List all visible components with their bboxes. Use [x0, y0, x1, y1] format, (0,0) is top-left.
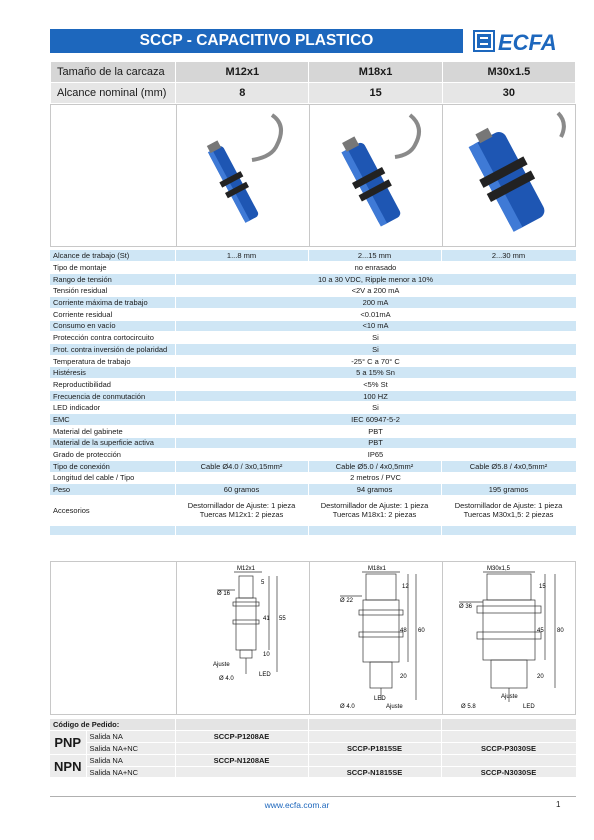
- spec-value: PBT: [175, 425, 576, 437]
- spec-name: Temperatura de trabajo: [50, 355, 175, 367]
- footer-url[interactable]: www.ecfa.com.ar: [264, 800, 330, 810]
- drawing-m18: [309, 562, 442, 714]
- spec-name: Peso: [50, 484, 175, 496]
- spec-row: [50, 449, 576, 461]
- size-label: Tamaño de la carcaza: [51, 62, 176, 83]
- dim-label: 45: [537, 628, 544, 634]
- order-code: SCCP-P1815SE: [308, 743, 441, 755]
- spec-name: Accesorios: [50, 495, 175, 525]
- spec-row: [50, 320, 576, 332]
- dim-label: 80: [557, 628, 564, 634]
- spec-name: Protección contra cortocircuito: [50, 332, 175, 344]
- spec-row: [50, 425, 576, 437]
- spec-row-empty: [50, 525, 576, 535]
- spec-name: EMC: [50, 414, 175, 426]
- npn-label: NPN: [50, 754, 86, 778]
- spec-value: 2...30 mm: [441, 250, 576, 262]
- output-label: Salida NA+NC: [86, 743, 175, 755]
- spec-value: PBT: [175, 437, 576, 449]
- spec-value: <5% St: [175, 379, 576, 391]
- dim-label: M18x1: [368, 566, 387, 572]
- svg-text:ECFA: ECFA: [498, 30, 557, 53]
- dim-label: 48: [400, 628, 407, 634]
- dim-label: Ø 22: [340, 598, 354, 604]
- order-row: [50, 766, 576, 778]
- output-label: Salida NA: [86, 754, 175, 766]
- spec-row: [50, 308, 576, 320]
- spec-row: [50, 355, 576, 367]
- spec-value: no enrasado: [175, 262, 576, 274]
- spec-name: Material de la superficie activa: [50, 437, 175, 449]
- spec-name: Consumo en vacío: [50, 320, 175, 332]
- spec-row: [50, 297, 576, 309]
- spec-name: Tipo de conexión: [50, 460, 175, 472]
- drawing-m12: [176, 562, 309, 714]
- spec-name: Frecuencia de conmutación: [50, 390, 175, 402]
- order-header-row: [50, 719, 576, 731]
- pnp-label: PNP: [50, 731, 86, 755]
- spec-row: [50, 472, 576, 484]
- range-value: 30: [442, 83, 575, 104]
- dim-label: LED: [259, 672, 271, 678]
- dim-label: Ø 5.8: [461, 704, 476, 710]
- spec-row: [50, 495, 576, 525]
- dim-label: Ø 36: [459, 604, 473, 610]
- spec-value: 200 mA: [175, 297, 576, 309]
- spec-row: [50, 332, 576, 344]
- dim-label: Ø 4.0: [219, 676, 234, 682]
- dim-label: Ø 16: [217, 591, 231, 597]
- order-code: SCCP-P3030SE: [441, 743, 576, 755]
- dim-label: 60: [418, 628, 425, 634]
- spec-row: [50, 273, 576, 285]
- spec-value: Cable Ø4.0 / 3x0,15mm²: [175, 460, 308, 472]
- photo-m18: [309, 105, 442, 246]
- spec-name: Prot. contra inversión de polaridad: [50, 344, 175, 356]
- size-value: M18x1: [309, 62, 442, 83]
- dim-label: 12: [402, 584, 409, 590]
- order-code: [441, 754, 576, 766]
- spec-name: Alcance de trabajo (St): [50, 250, 175, 262]
- dim-label: LED: [523, 704, 535, 710]
- spec-value: 1...8 mm: [175, 250, 308, 262]
- dim-label: 20: [400, 674, 407, 680]
- spec-value: Cable Ø5.8 / 4x0,5mm²: [441, 460, 576, 472]
- spec-row: [50, 484, 576, 496]
- spec-row: [50, 437, 576, 449]
- dim-label: 55: [279, 616, 286, 622]
- spec-row: [50, 414, 576, 426]
- page-title: SCCP - CAPACITIVO PLASTICO: [50, 29, 463, 53]
- spec-row: [50, 250, 576, 262]
- size-table: [50, 61, 576, 104]
- spec-name: Longitud del cable / Tipo: [50, 472, 175, 484]
- dim-label: 15: [539, 584, 546, 590]
- accessory-line: Tuercas M30x1,5: 2 piezas: [463, 510, 554, 520]
- range-value: 8: [176, 83, 309, 104]
- spec-name: Reproductibilidad: [50, 379, 175, 391]
- footer-divider: [50, 796, 576, 797]
- specs-table: [50, 250, 577, 536]
- accessory-line: Tuercas M18x1: 2 piezas: [332, 510, 417, 520]
- ecfa-logo: [473, 29, 575, 53]
- spec-value: Cable Ø5.0 / 4x0,5mm²: [308, 460, 441, 472]
- spec-value: 10 a 30 VDC, Ripple menor a 10%: [175, 273, 576, 285]
- spec-value: <0.01mA: [175, 308, 576, 320]
- spec-row: [50, 344, 576, 356]
- spec-value: <2V a 200 mA: [175, 285, 576, 297]
- spec-value: Si: [175, 332, 576, 344]
- spec-row: [50, 367, 576, 379]
- spec-value: [308, 495, 441, 525]
- header: [50, 29, 575, 53]
- range-label: Alcance nominal (mm): [51, 83, 176, 104]
- spec-name: Material del gabinete: [50, 425, 175, 437]
- order-code: [308, 731, 441, 743]
- spec-value: [441, 495, 576, 525]
- dim-label: Ø 4.0: [340, 704, 355, 710]
- output-label: Salida NA: [86, 731, 175, 743]
- order-code: SCCP-N1208AE: [175, 754, 308, 766]
- spec-name: Corriente máxima de trabajo: [50, 297, 175, 309]
- order-title: Código de Pedido:: [50, 719, 175, 731]
- accessory-line: Tuercas M12x1: 2 piezas: [199, 510, 284, 520]
- page-number: 1: [556, 800, 561, 809]
- dim-label: M30x1,5: [487, 566, 511, 572]
- dim-label: 41: [263, 616, 270, 622]
- order-code: [308, 754, 441, 766]
- drawing-m30: [442, 562, 576, 714]
- spec-value: 5 a 15% Sn: [175, 367, 576, 379]
- order-code: [175, 743, 308, 755]
- dim-label: LED: [374, 696, 386, 702]
- spec-value: -25° C a 70° C: [175, 355, 576, 367]
- spec-name: LED indicador: [50, 402, 175, 414]
- size-row: [51, 62, 576, 83]
- dim-label: Ajuste: [501, 694, 518, 700]
- size-value: M30x1.5: [442, 62, 575, 83]
- order-code: SCCP-N1815SE: [308, 766, 441, 778]
- spec-name: Rango de tensión: [50, 273, 175, 285]
- dim-label: Ajuste: [213, 662, 230, 668]
- order-row: [50, 743, 576, 755]
- dim-label: M12x1: [237, 566, 256, 572]
- order-code: [175, 766, 308, 778]
- photo-m12: [176, 105, 309, 246]
- spec-name: Grado de protección: [50, 449, 175, 461]
- spec-value: 2 metros / PVC: [175, 472, 576, 484]
- spec-row: [50, 379, 576, 391]
- spec-value: Si: [175, 402, 576, 414]
- accessory-line: Destornillador de Ajuste: 1 pieza: [187, 501, 296, 511]
- spec-row: [50, 262, 576, 274]
- spec-value: 100 HZ: [175, 390, 576, 402]
- accessory-line: Destornillador de Ajuste: 1 pieza: [454, 501, 563, 511]
- order-code: SCCP-P1208AE: [175, 731, 308, 743]
- product-photos: [50, 104, 576, 247]
- range-value: 15: [309, 83, 442, 104]
- order-row: [50, 731, 576, 743]
- spec-row: [50, 402, 576, 414]
- spec-value: [175, 495, 308, 525]
- order-code: SCCP-N3030SE: [441, 766, 576, 778]
- spec-name: Tensión residual: [50, 285, 175, 297]
- output-label: Salida NA+NC: [86, 766, 175, 778]
- spec-name: Histéresis: [50, 367, 175, 379]
- spec-name: Corriente residual: [50, 308, 175, 320]
- spec-name: Tipo de montaje: [50, 262, 175, 274]
- order-code: [441, 731, 576, 743]
- spec-value: Si: [175, 344, 576, 356]
- spec-value: 195 gramos: [441, 484, 576, 496]
- spec-value: 2...15 mm: [308, 250, 441, 262]
- dimension-drawings: [50, 561, 576, 715]
- dim-label: 5: [261, 580, 265, 586]
- order-row: [50, 754, 576, 766]
- accessory-line: Destornillador de Ajuste: 1 pieza: [320, 501, 429, 511]
- photo-m30: [442, 105, 576, 246]
- order-codes-table: [50, 719, 577, 778]
- dim-label: 20: [537, 674, 544, 680]
- range-row: [51, 83, 576, 104]
- spec-row: [50, 285, 576, 297]
- spec-value: 60 gramos: [175, 484, 308, 496]
- dim-label: Ajuste: [386, 704, 403, 710]
- spec-value: IP65: [175, 449, 576, 461]
- spec-value: IEC 60947-5-2: [175, 414, 576, 426]
- size-value: M12x1: [176, 62, 309, 83]
- spec-row: [50, 390, 576, 402]
- dim-label: 10: [263, 652, 270, 658]
- spec-value: <10 mA: [175, 320, 576, 332]
- spec-row: [50, 460, 576, 472]
- spec-value: 94 gramos: [308, 484, 441, 496]
